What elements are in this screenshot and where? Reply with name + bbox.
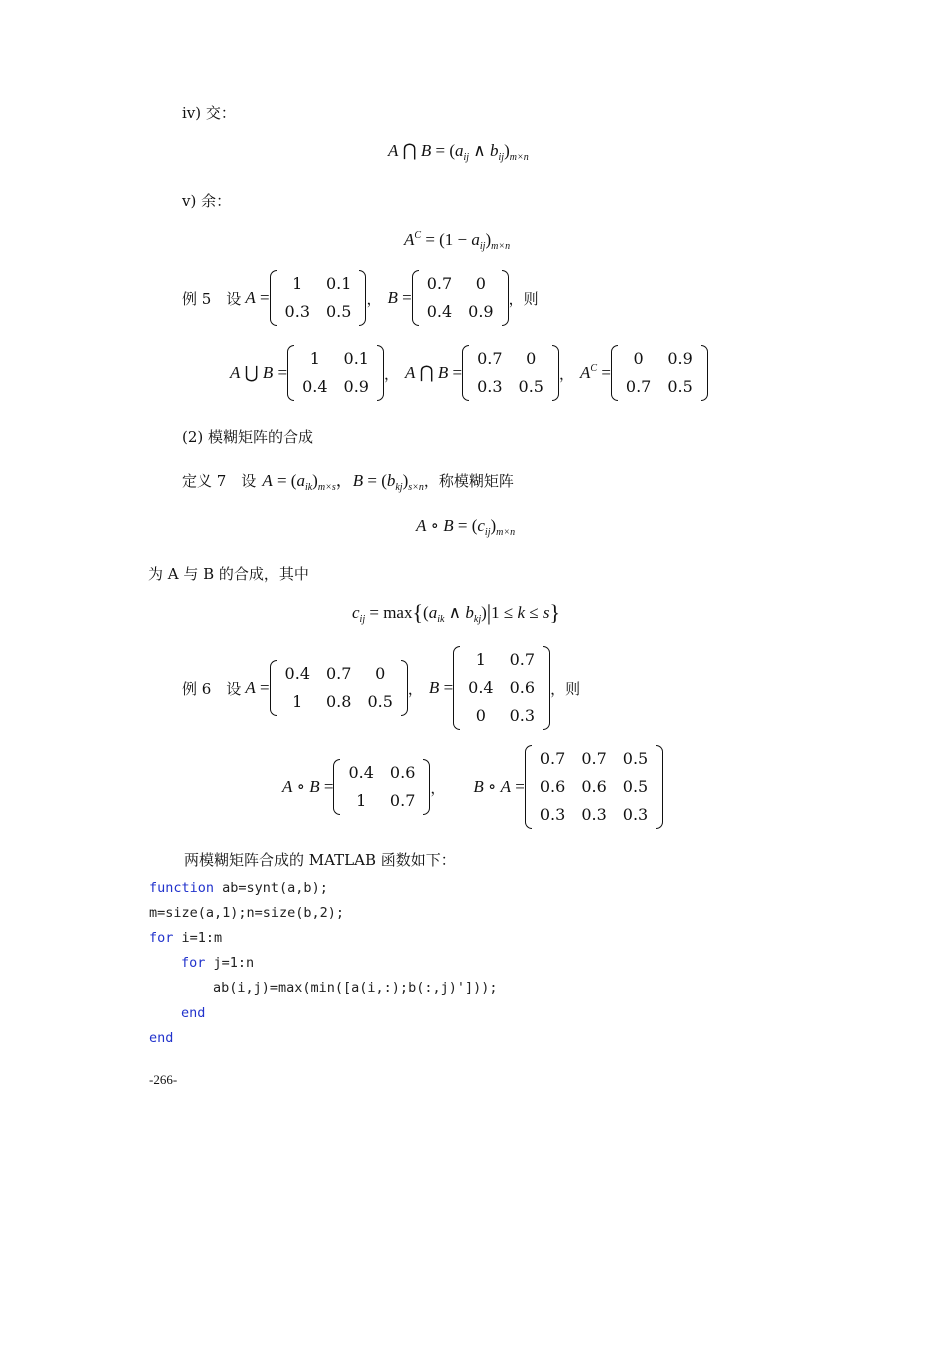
matrix-cell: 0.7 xyxy=(509,650,536,669)
section-heading-composition: (2) 模糊矩阵的合成 xyxy=(182,428,314,446)
left-paren xyxy=(412,270,419,326)
code-keyword: end xyxy=(149,1030,174,1046)
matrix-cell: 0.3 xyxy=(284,302,310,321)
code-keyword: for xyxy=(181,955,206,971)
formula-composition: A ∘ $B = (c_{ij})_{m\times n}$ xyxy=(416,516,516,538)
right-paren xyxy=(656,745,663,829)
example-5-label: 例 5 设 xyxy=(182,289,242,308)
right-paren xyxy=(552,345,559,401)
matrix-cell: 0.7 xyxy=(326,664,352,683)
code-text: ab(i,j)=max(min([a(i,:);b(:,j)'])); xyxy=(213,980,498,996)
matrix-cell: 0.1 xyxy=(326,274,352,293)
matrix-cell: 0.6 xyxy=(539,777,566,796)
matrix-cell: 1 xyxy=(292,692,303,711)
item-iv-intersection: iv) 交： xyxy=(182,104,236,122)
matrix-cell: 1 xyxy=(356,791,367,810)
left-paren xyxy=(270,270,277,326)
matrix-cell: 0 xyxy=(475,706,486,725)
matrix-cell: 0.4 xyxy=(468,678,494,697)
left-paren xyxy=(270,660,277,716)
code-keyword: end xyxy=(181,1005,206,1021)
left-paren xyxy=(611,345,618,401)
code-keyword: for xyxy=(149,930,174,946)
right-paren xyxy=(543,646,550,730)
matrix-cell: 0.6 xyxy=(389,763,416,782)
code-keyword: function xyxy=(149,880,215,896)
example-5: 例 5 设 A = 1 0.1 0.3 0.5 ， B = 0.7 0 0.4 0.9 ，则 xyxy=(182,270,539,326)
definition-7: 定义 7 设 $A = (a_{ik})_{m\times s}$，$B = (b_{kj})_{s\times n}$ ，称模糊矩阵 xyxy=(182,471,514,493)
matrix-intersection xyxy=(462,345,559,401)
right-paren xyxy=(502,270,509,326)
formula-cij: $c_{ij} = \max\{(a_{ik}$ ∧ $b_{kj})|1 \le k \le s$} xyxy=(352,600,561,625)
matrix-cell: 0.5 xyxy=(518,377,544,396)
matrix-AoB xyxy=(333,759,430,815)
matrix-cell: 0.9 xyxy=(468,302,494,321)
matrix-BoA xyxy=(525,745,663,829)
matrix-cell: 0.7 xyxy=(539,749,566,768)
matrix-cell: 0.3 xyxy=(477,377,503,396)
code-line xyxy=(149,930,497,955)
right-paren xyxy=(423,759,430,815)
matrix-cell: 0.5 xyxy=(622,749,649,768)
code-text: i=1:m xyxy=(173,930,223,946)
matrix-cell: 0.7 xyxy=(389,791,416,810)
matrix-cell: 0.4 xyxy=(302,377,328,396)
matrix-union xyxy=(287,345,384,401)
matrix-cell: 0.7 xyxy=(625,377,652,396)
code-text: j=1:n xyxy=(205,955,255,971)
example-6: 例 6 设 A = 0.4 0.7 0 1 0.8 0.5 ， B = 1 0.7 0.4 0.6 0 0.3 ，则 xyxy=(182,646,580,730)
matrix-cell: 0.5 xyxy=(667,377,693,396)
matrix-cell: 0.3 xyxy=(539,805,566,824)
page-number: -266- xyxy=(149,1072,178,1087)
right-paren xyxy=(359,270,366,326)
definition-7-label: 定义 7 设 xyxy=(182,472,257,490)
left-paren xyxy=(287,345,294,401)
code-line xyxy=(149,955,497,980)
matrix-cell: 0 xyxy=(633,349,644,368)
left-paren xyxy=(525,745,532,829)
matrix-ex5-B xyxy=(412,270,509,326)
matrix-cell: 0.3 xyxy=(509,706,536,725)
code-line xyxy=(149,905,497,930)
code-line xyxy=(149,880,497,905)
composition-text: 为 A 与 B 的合成，其中 xyxy=(148,565,309,583)
matrix-cell: 0.5 xyxy=(367,692,393,711)
matrix-cell: 0.7 xyxy=(477,349,503,368)
right-paren xyxy=(377,345,384,401)
matrix-cell: 0.9 xyxy=(343,377,369,396)
matrix-complement xyxy=(611,345,708,401)
code-line xyxy=(149,980,497,1005)
definition-7-tail: ，称模糊矩阵 xyxy=(423,472,514,490)
matrix-cell: 0.1 xyxy=(343,349,369,368)
matrix-cell: 0.7 xyxy=(581,749,607,768)
matrix-ex6-A xyxy=(270,660,408,716)
matlab-intro: 两模糊矩阵合成的 MATLAB 函数如下： xyxy=(184,851,456,869)
formula-complement: $A^C = (1 - a_{ij})_{m\times n}$ xyxy=(404,230,511,252)
example-6-results: A ∘ B = 0.4 0.6 1 0.7 ， B ∘ A = 0.7 0.7 0.5 0.6 0.6 0.5 0.3 0.3 0.3 xyxy=(282,745,663,829)
matrix-cell: 0 xyxy=(526,349,537,368)
code-text: ab=synt(a,b); xyxy=(214,880,328,896)
matrix-cell: 0.9 xyxy=(667,349,693,368)
item-v-complement: v) 余： xyxy=(182,192,232,210)
matrix-cell: 0.4 xyxy=(426,302,453,321)
matrix-cell: 0.3 xyxy=(581,805,607,824)
matrix-cell: 0.4 xyxy=(284,664,310,683)
matrix-cell: 1 xyxy=(475,650,486,669)
code-text: m=size(a,1);n=size(b,2); xyxy=(149,905,345,921)
matrix-ex6-B xyxy=(453,646,550,730)
left-paren xyxy=(453,646,460,730)
code-block xyxy=(149,880,497,1055)
matrix-ex5-A xyxy=(270,270,367,326)
right-paren xyxy=(701,345,708,401)
matrix-cell: 0.6 xyxy=(509,678,536,697)
code-line xyxy=(149,1005,497,1030)
code-line xyxy=(149,1030,497,1055)
right-paren xyxy=(401,660,408,716)
matrix-cell: 0.4 xyxy=(348,763,374,782)
matrix-cell: 1 xyxy=(292,274,303,293)
example-6-label: 例 6 设 xyxy=(182,679,242,698)
left-paren xyxy=(333,759,340,815)
matrix-cell: 0.6 xyxy=(581,777,607,796)
matrix-cell: 1 xyxy=(309,349,320,368)
left-paren xyxy=(462,345,469,401)
matrix-cell: 0.5 xyxy=(326,302,352,321)
formula-intersection: A ⋂ $B = (a_{ij}$ ∧ $b_{ij})_{m\times n}$ xyxy=(388,141,529,163)
matrix-cell: 0 xyxy=(475,274,486,293)
matrix-cell: 0.7 xyxy=(426,274,453,293)
example-5-results: A ⋃ B = 1 0.1 0.4 0.9 ， A ⋂ B = 0.7 0 0.3 0.5 ， $A^C$ = 0 0.9 0.7 0.5 xyxy=(230,345,708,401)
matrix-cell: 0.5 xyxy=(622,777,649,796)
matrix-cell: 0.8 xyxy=(326,692,352,711)
matrix-cell: 0 xyxy=(375,664,386,683)
matrix-cell: 0.3 xyxy=(622,805,649,824)
